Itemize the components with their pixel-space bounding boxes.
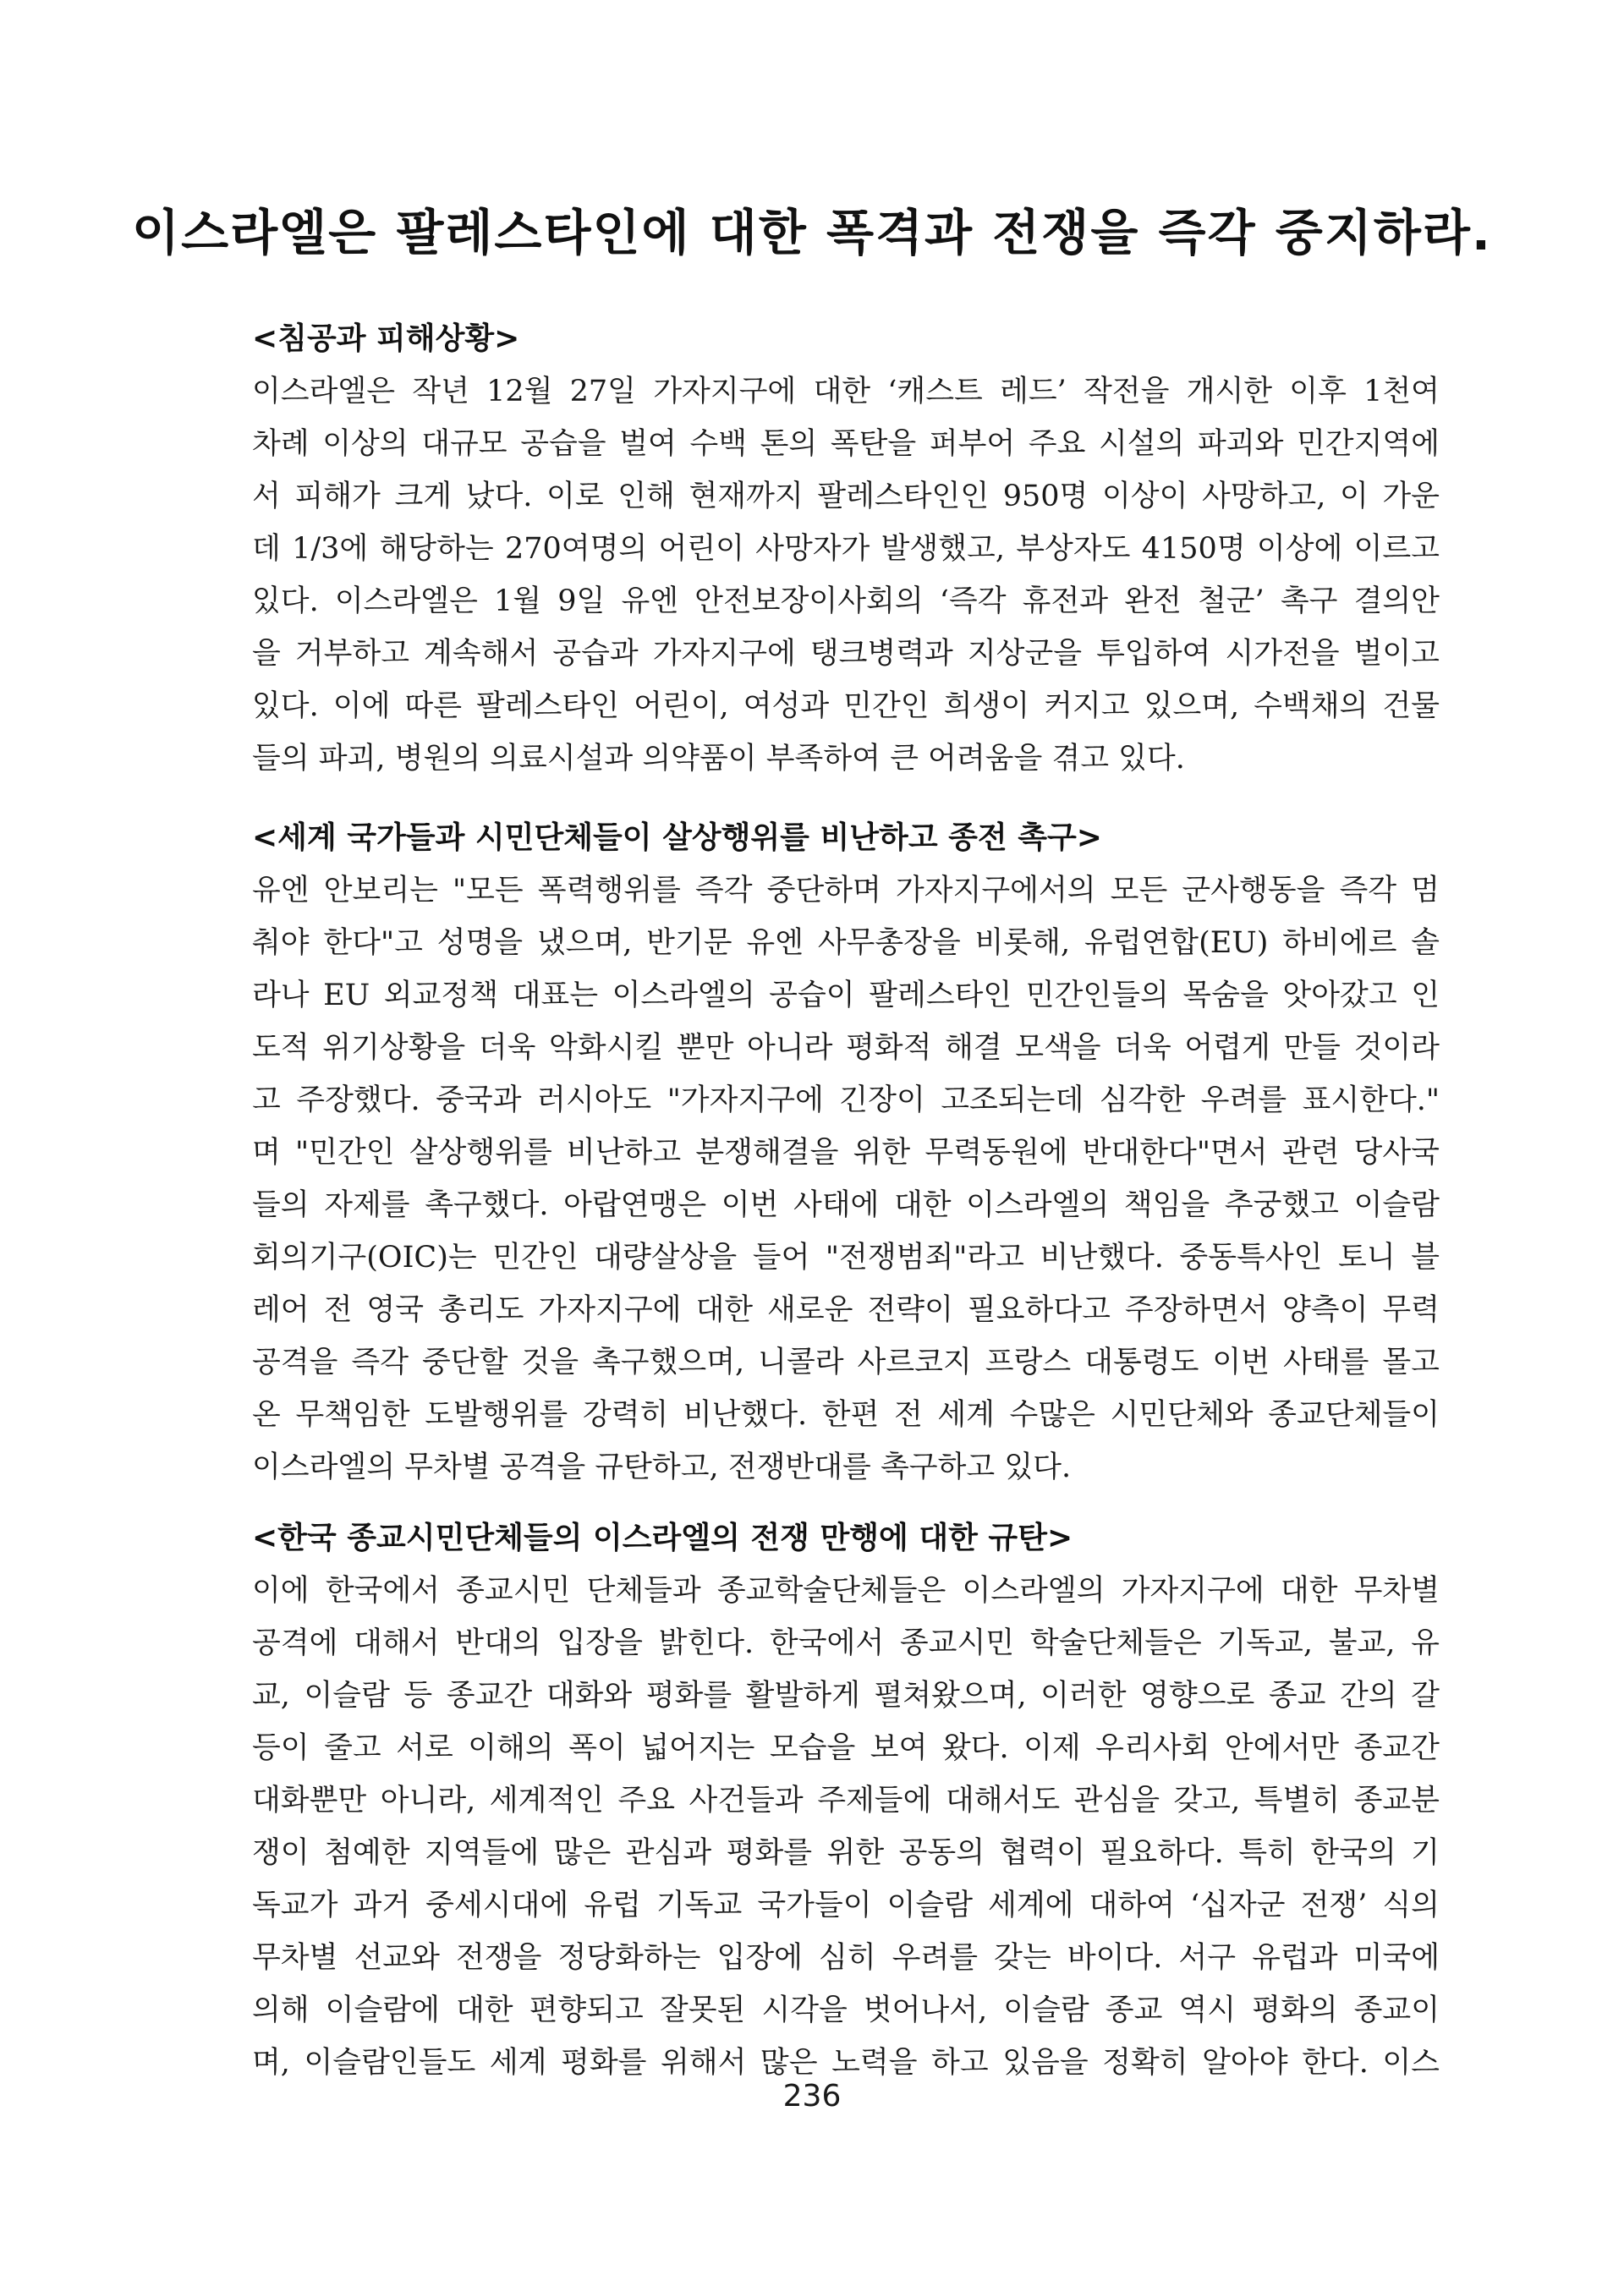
text-line: 차례 이상의 대규모 공습을 벌여 수백 톤의 폭탄을 퍼부어 주요 시설의 파괴와 민간지역에 xyxy=(252,427,1440,461)
text-line: 도적 위기상황을 더욱 악화시킬 뿐만 아니라 평화적 해결 모색을 더욱 어렵게 만들 것이라 xyxy=(252,1031,1440,1065)
text-line: 춰야 한다"고 성명을 냈으며, 반기문 유엔 사무총장을 비롯해, 유럽연합(EU) 하비에르 솔 xyxy=(252,926,1440,960)
text-line: 들의 자제를 촉구했다. 아랍연맹은 이번 사태에 대한 이스라엘의 책임을 추궁했고 이슬람 xyxy=(252,1188,1440,1222)
text-line: 공격을 즉각 중단할 것을 촉구했으며, 니콜라 사르코지 프랑스 대통령도 이번 사태를 몰고 xyxy=(252,1346,1440,1379)
text-line: 독교가 과거 중세시대에 유럽 기독교 국가들이 이슬람 세계에 대하여 ‘십자군 전쟁’ 식의 xyxy=(252,1889,1440,1922)
text-line: 라나 EU 외교정책 대표는 이스라엘의 공습이 팔레스타인 민간인들의 목숨을 앗아갔고 인 xyxy=(252,979,1440,1012)
text-line: 무차별 선교와 전쟁을 정당화하는 입장에 심히 우려를 갖는 바이다. 서구 유럽과 미국에 xyxy=(252,1941,1440,1975)
text-line: 의해 이슬람에 대한 편향되고 잘못된 시각을 벗어나서, 이슬람 종교 역시 평화의 종교이 xyxy=(252,1993,1440,2027)
section-world-condemnation xyxy=(252,812,1440,1494)
text-line: 이스라엘의 무차별 공격을 규탄하고, 전쟁반대를 촉구하고 있다. xyxy=(252,1450,1072,1484)
text-line: 며 "민간인 살상행위를 비난하고 분쟁해결을 위한 무력동원에 반대한다"면서 관련 당사국 xyxy=(252,1136,1440,1170)
section-invasion-damage xyxy=(252,313,1440,785)
section-heading: <한국 종교시민단체들의 이스라엘의 전쟁 만행에 대한 규탄> xyxy=(252,1521,1073,1555)
text-line: 교, 이슬람 등 종교간 대화와 평화를 활발하게 펼쳐왔으며, 이러한 영향으로 종교 간의 갈 xyxy=(252,1679,1440,1713)
text-line: 쟁이 첨예한 지역들에 많은 관심과 평화를 위한 공동의 협력이 필요하다. 특히 한국의 기 xyxy=(252,1836,1440,1870)
text-line: 을 거부하고 계속해서 공습과 가자지구에 탱크병력과 지상군을 투입하여 시가전을 벌이고 xyxy=(252,637,1440,671)
text-line: 회의기구(OIC)는 민간인 대량살상을 들어 "전쟁범죄"라고 비난했다. 중동특사인 토니 블 xyxy=(252,1241,1440,1275)
text-line: 공격에 대해서 반대의 입장을 밝힌다. 한국에서 종교시민 학술단체들은 기독교, 불교, 유 xyxy=(252,1626,1440,1660)
page-title: 이스라엘은 팔레스타인에 대한 폭격과 전쟁을 즉각 중지하라. xyxy=(132,204,1492,261)
page-number: 236 xyxy=(782,2079,842,2114)
text-line: 들의 파괴, 병원의 의료시설과 의약품이 부족하여 큰 어려움을 겪고 있다. xyxy=(252,742,1185,776)
section-body xyxy=(252,1565,1440,2089)
text-line: 이스라엘은 작년 12월 27일 가자지구에 대한 ‘캐스트 레드’ 작전을 개시한 이후 1천여 xyxy=(252,375,1440,409)
text-line: 며, 이슬람인들도 세계 평화를 위해서 많은 노력을 하고 있음을 정확히 알아야 한다. 이스 xyxy=(252,2046,1440,2080)
section-body xyxy=(252,365,1440,785)
text-line: 고 주장했다. 중국과 러시아도 "가자지구에 긴장이 고조되는데 심각한 우려를 표시한다." xyxy=(252,1083,1440,1117)
text-line: 서 피해가 크게 났다. 이로 인해 현재까지 팔레스타인인 950명 이상이 사망하고, 이 가운 xyxy=(252,480,1440,513)
text-line: 대화뿐만 아니라, 세계적인 주요 사건들과 주제들에 대해서도 관심을 갖고, 특별히 종교분 xyxy=(252,1784,1440,1818)
text-line: 유엔 안보리는 "모든 폭력행위를 즉각 중단하며 가자지구에서의 모든 군사행동을 즉각 멈 xyxy=(252,874,1440,907)
text-line: 있다. 이스라엘은 1월 9일 유엔 안전보장이사회의 ‘즉각 휴전과 완전 철군’ 촉구 결의안 xyxy=(252,584,1440,618)
text-line: 있다. 이에 따른 팔레스타인 어린이, 여성과 민간인 희생이 커지고 있으며, 수백채의 건물 xyxy=(252,689,1440,723)
text-line: 레어 전 영국 총리도 가자지구에 대한 새로운 전략이 필요하다고 주장하면서 양측이 무력 xyxy=(252,1293,1440,1327)
text-line: 온 무책임한 도발행위를 강력히 비난했다. 한편 전 세계 수많은 시민단체와 종교단체들이 xyxy=(252,1398,1440,1432)
text-line: 데 1/3에 해당하는 270여명의 어린이 사망자가 발생했고, 부상자도 4150명 이상에 이르고 xyxy=(252,532,1440,566)
text-line: 이에 한국에서 종교시민 단체들과 종교학술단체들은 이스라엘의 가자지구에 대한 무차별 xyxy=(252,1574,1440,1608)
section-korean-condemnation xyxy=(252,1512,1440,2089)
section-heading: <침공과 피해상황> xyxy=(252,321,520,356)
text-line: 등이 줄고 서로 이해의 폭이 넓어지는 모습을 보여 왔다. 이제 우리사회 안에서만 종교간 xyxy=(252,1731,1440,1765)
section-body xyxy=(252,864,1440,1494)
section-heading: <세계 국가들과 시민단체들이 살상행위를 비난하고 종전 촉구> xyxy=(252,820,1102,855)
